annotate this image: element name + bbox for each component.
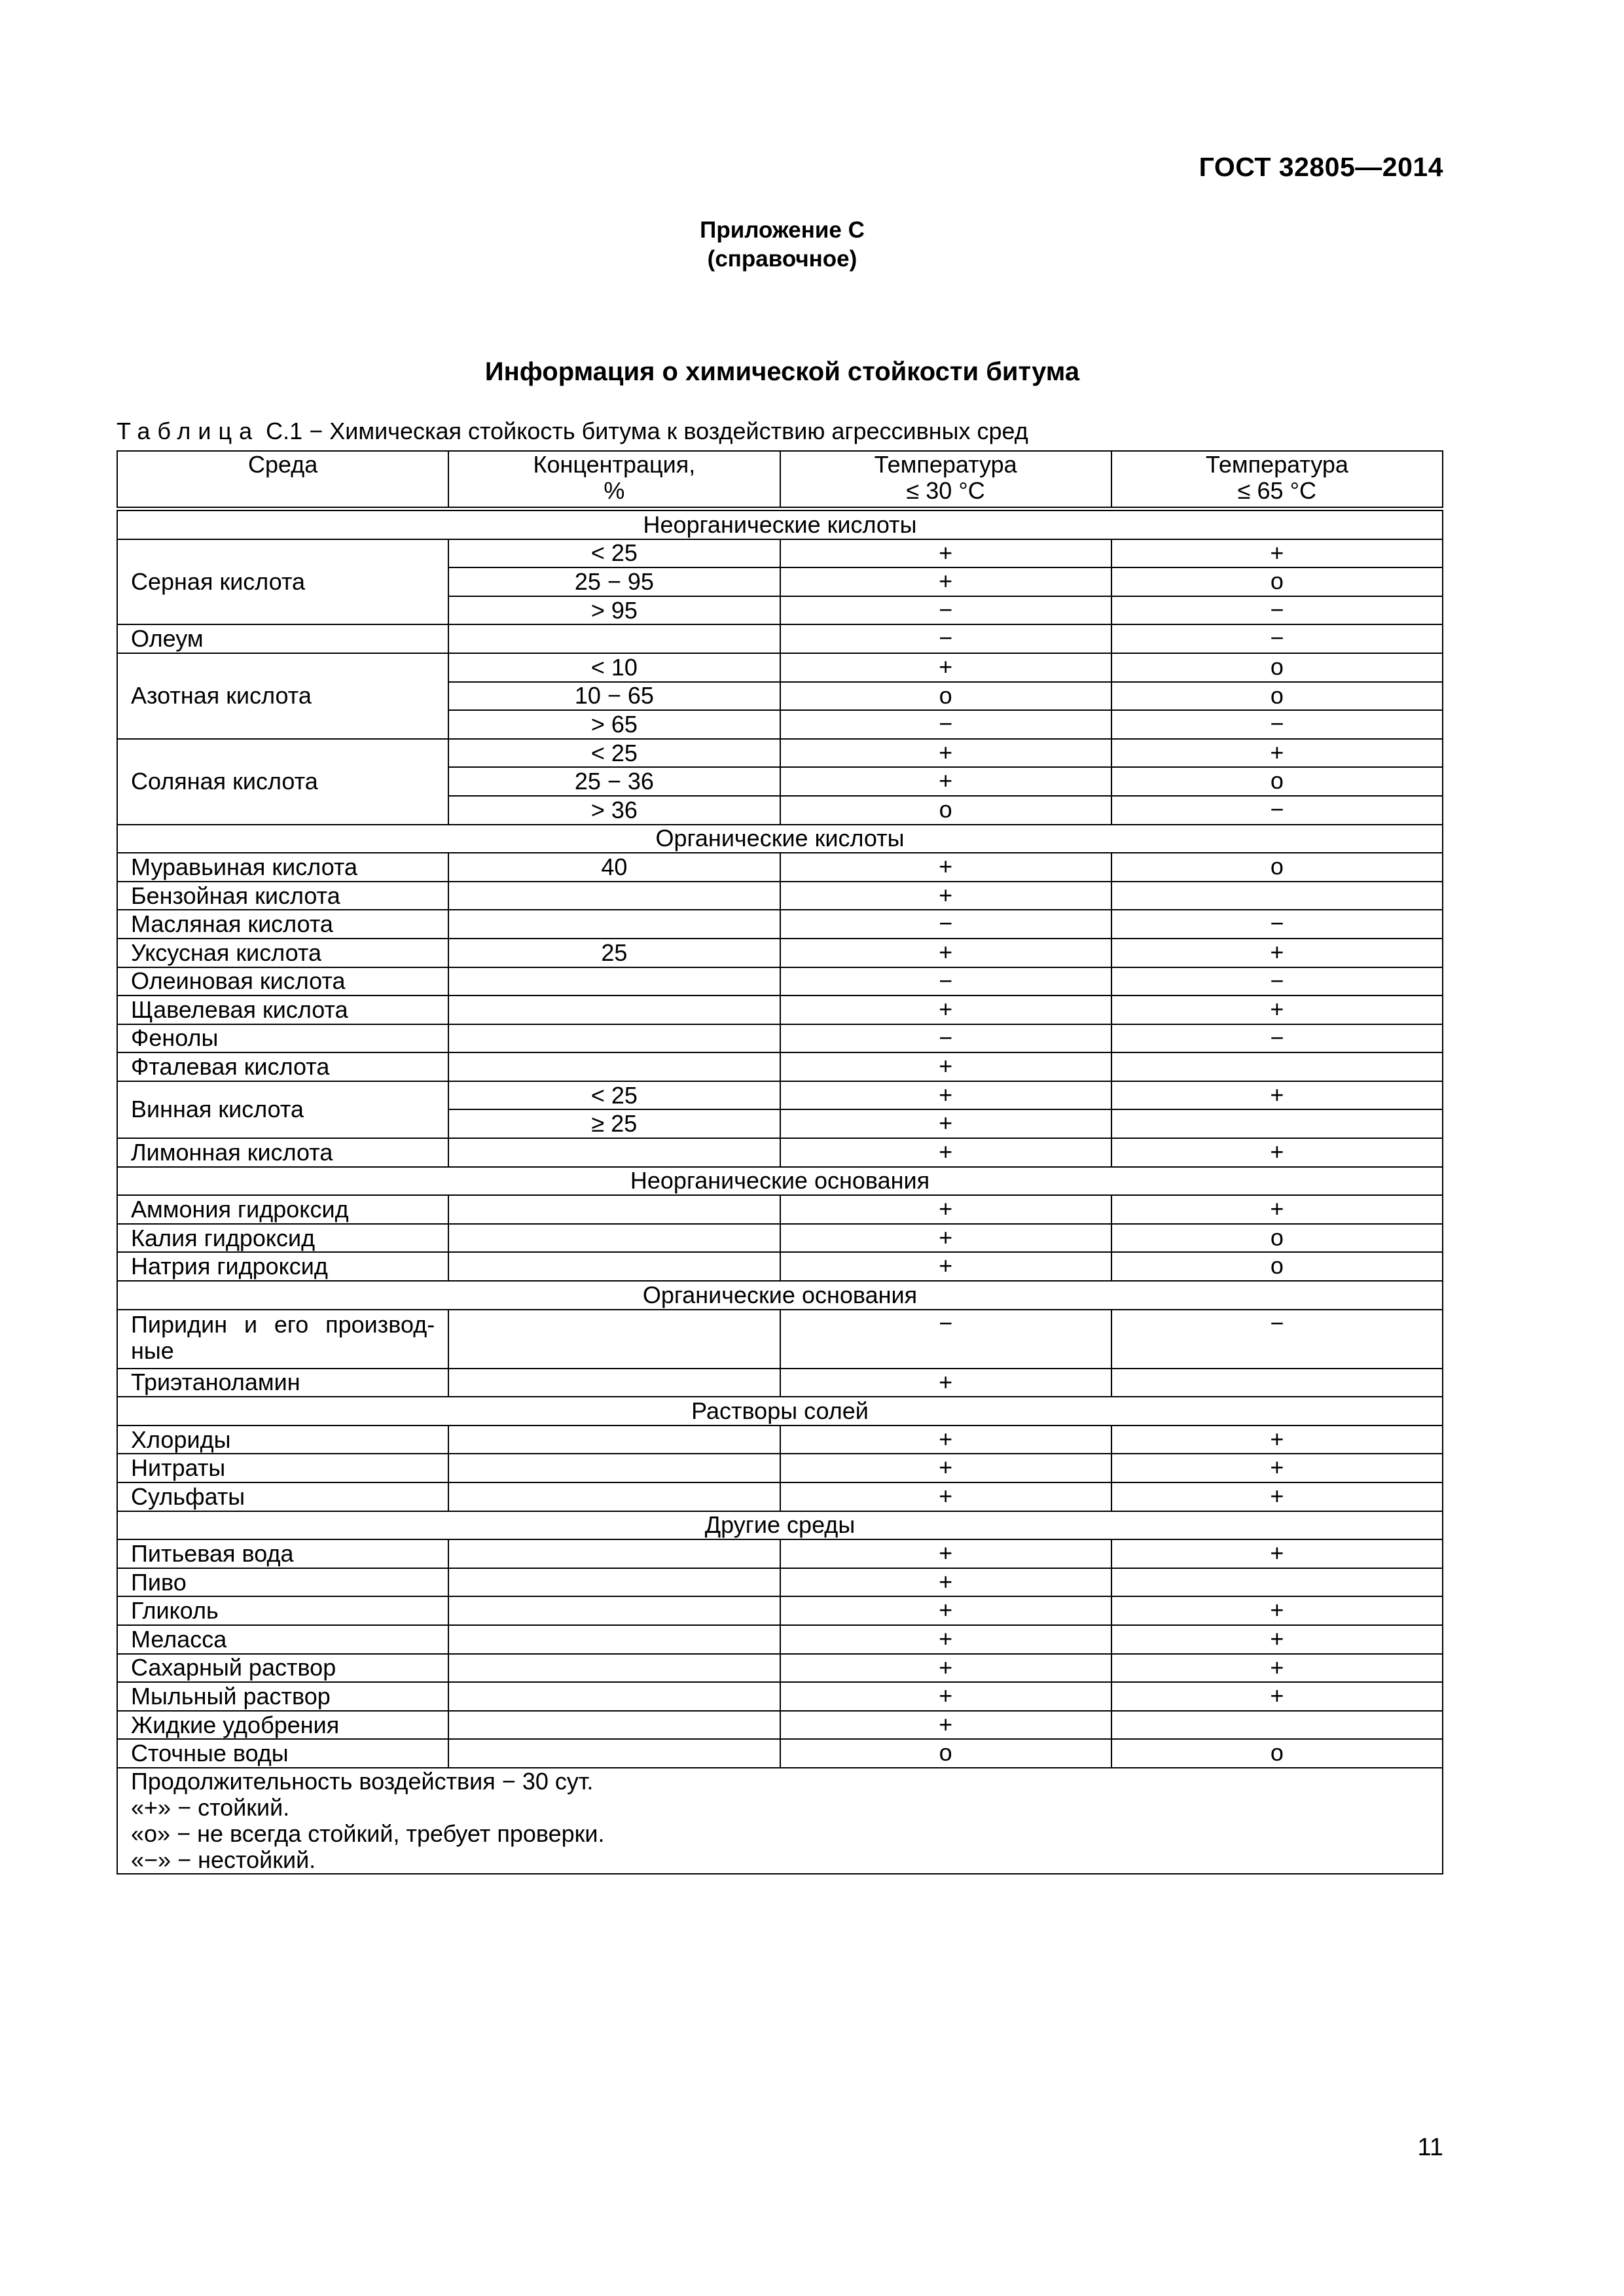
- table-header-row: [117, 451, 1443, 509]
- temp-30-cell: +: [780, 1426, 1111, 1454]
- temp-30-cell: +: [780, 1081, 1111, 1110]
- table-row: [117, 739, 1443, 768]
- concentration-cell: 25 − 36: [448, 767, 780, 796]
- header-concentration: [448, 451, 780, 509]
- temp-65-cell: о: [1111, 653, 1443, 682]
- concentration-cell: [448, 1138, 780, 1167]
- document-title: Информация о химической стойкости битума: [484, 357, 1080, 386]
- concentration-cell: [448, 1596, 780, 1625]
- concentration-cell: [448, 882, 780, 910]
- temp-30-cell: +: [780, 996, 1111, 1024]
- header-temp-30: [780, 451, 1111, 509]
- temp-30-cell: +: [780, 1195, 1111, 1224]
- concentration-cell: [448, 1052, 780, 1081]
- medium-name: Меласса: [117, 1625, 448, 1654]
- concentration-cell: [448, 1654, 780, 1683]
- medium-name: Муравьиная кислота: [117, 853, 448, 882]
- section-row: [117, 1167, 1443, 1196]
- temp-65-cell: о: [1111, 853, 1443, 882]
- concentration-cell: [448, 1482, 780, 1511]
- section-title: Другие среды: [117, 1511, 1443, 1540]
- concentration-cell: [448, 1682, 780, 1711]
- medium-name: Бензойная кислота: [117, 882, 448, 910]
- section-row: [117, 1281, 1443, 1310]
- table-row: [117, 653, 1443, 682]
- temp-30-cell: −: [780, 596, 1111, 625]
- appendix-title: Приложение С: [700, 217, 865, 243]
- concentration-cell: [448, 1195, 780, 1224]
- temp-65-cell: о: [1111, 1739, 1443, 1768]
- table-row: [117, 1596, 1443, 1625]
- header-medium: [117, 451, 448, 509]
- concentration-cell: < 25: [448, 1081, 780, 1110]
- temp-65-cell: о: [1111, 1224, 1443, 1253]
- temp-30-cell: −: [780, 1024, 1111, 1053]
- table-row: [117, 1081, 1443, 1110]
- appendix-subtitle: (справочное): [707, 246, 857, 272]
- temp-65-cell: +: [1111, 1482, 1443, 1511]
- table-row: [117, 1539, 1443, 1568]
- temp-65-cell: [1111, 1369, 1443, 1397]
- table-row: [117, 1682, 1443, 1711]
- temp-30-cell: о: [780, 1739, 1111, 1768]
- temp-30-cell: +: [780, 853, 1111, 882]
- temp-65-cell: −: [1111, 796, 1443, 825]
- temp-30-cell: −: [780, 967, 1111, 996]
- temp-65-cell: +: [1111, 1539, 1443, 1568]
- concentration-cell: [448, 1224, 780, 1253]
- temp-65-cell: [1111, 1711, 1443, 1740]
- table-row: [117, 1369, 1443, 1397]
- temp-65-cell: −: [1111, 1310, 1443, 1369]
- temp-65-cell: о: [1111, 682, 1443, 711]
- table-row: [117, 1711, 1443, 1740]
- temp-30-cell: +: [780, 1482, 1111, 1511]
- temp-30-cell: +: [780, 1224, 1111, 1253]
- table-caption-text: С.1 − Химическая стойкость битума к воздействию агрессивных сред: [266, 418, 1028, 444]
- section-row: [117, 825, 1443, 853]
- concentration-cell: [448, 1252, 780, 1281]
- table-row: [117, 1195, 1443, 1224]
- medium-name: Нитраты: [117, 1454, 448, 1482]
- medium-name: Сульфаты: [117, 1482, 448, 1511]
- page-number: 11: [1417, 2134, 1443, 2161]
- medium-name: Азотная кислота: [117, 653, 448, 739]
- temp-30-cell: +: [780, 767, 1111, 796]
- medium-name: Олеиновая кислота: [117, 967, 448, 996]
- appendix-heading: [0, 216, 1564, 274]
- header-conc-line2: %: [604, 477, 625, 504]
- concentration-cell: 10 − 65: [448, 682, 780, 711]
- header-t30-line1: Температура: [874, 451, 1017, 478]
- medium-name: [117, 1310, 448, 1369]
- table-body: [117, 509, 1443, 1768]
- temp-30-cell: +: [780, 1711, 1111, 1740]
- section-row: [117, 1397, 1443, 1426]
- chemical-resistance-table: [117, 450, 1443, 1874]
- table-row: [117, 1625, 1443, 1654]
- medium-name: Соляная кислота: [117, 739, 448, 825]
- notes-row: [117, 1768, 1443, 1874]
- table-row: [117, 1482, 1443, 1511]
- table-row: [117, 1138, 1443, 1167]
- temp-65-cell: +: [1111, 1625, 1443, 1654]
- table-row: [117, 1310, 1443, 1369]
- temp-65-cell: −: [1111, 710, 1443, 739]
- medium-name: Серная кислота: [117, 539, 448, 625]
- concentration-cell: [448, 996, 780, 1024]
- table-row: [117, 967, 1443, 996]
- medium-name: Сточные воды: [117, 1739, 448, 1768]
- table-row: [117, 1224, 1443, 1253]
- temp-65-cell: +: [1111, 1682, 1443, 1711]
- concentration-cell: 25: [448, 939, 780, 967]
- temp-65-cell: о: [1111, 1252, 1443, 1281]
- concentration-cell: [448, 624, 780, 653]
- note-line: Продолжительность воздействия − 30 сут.: [131, 1767, 594, 1795]
- table-row: [117, 1454, 1443, 1482]
- temp-30-cell: о: [780, 796, 1111, 825]
- concentration-cell: [448, 1568, 780, 1597]
- temp-30-cell: +: [780, 1109, 1111, 1138]
- medium-name: Мыльный раствор: [117, 1682, 448, 1711]
- table-row: [117, 1654, 1443, 1683]
- header-temp-65: [1111, 451, 1443, 509]
- medium-name: Натрия гидроксид: [117, 1252, 448, 1281]
- standard-code: ГОСТ 32805—2014: [1199, 152, 1443, 182]
- concentration-cell: [448, 967, 780, 996]
- medium-name-line: Пиридин и его производ-: [131, 1310, 435, 1338]
- temp-30-cell: +: [780, 1052, 1111, 1081]
- concentration-cell: > 95: [448, 596, 780, 625]
- temp-30-cell: +: [780, 882, 1111, 910]
- concentration-cell: ≥ 25: [448, 1109, 780, 1138]
- temp-30-cell: +: [780, 1596, 1111, 1625]
- temp-65-cell: +: [1111, 1081, 1443, 1110]
- concentration-cell: [448, 1539, 780, 1568]
- table-notes: [117, 1768, 1443, 1874]
- temp-65-cell: [1111, 1109, 1443, 1138]
- table-row: [117, 1024, 1443, 1053]
- table-row: [117, 539, 1443, 568]
- temp-65-cell: [1111, 1568, 1443, 1597]
- temp-65-cell: +: [1111, 739, 1443, 768]
- header-t65-line2: ≤ 65 °С: [1237, 477, 1316, 504]
- medium-name: Питьевая вода: [117, 1539, 448, 1568]
- temp-65-cell: о: [1111, 567, 1443, 596]
- concentration-cell: [448, 1711, 780, 1740]
- concentration-cell: < 25: [448, 739, 780, 768]
- table-caption-prefix: Таблица: [117, 418, 260, 444]
- temp-30-cell: +: [780, 1252, 1111, 1281]
- section-title: Органические кислоты: [117, 825, 1443, 853]
- temp-65-cell: +: [1111, 996, 1443, 1024]
- medium-name-line: ные: [131, 1336, 174, 1364]
- table-row: [117, 1052, 1443, 1081]
- temp-65-cell: +: [1111, 1454, 1443, 1482]
- concentration-cell: [448, 1426, 780, 1454]
- concentration-cell: 40: [448, 853, 780, 882]
- concentration-cell: [448, 1454, 780, 1482]
- temp-30-cell: +: [780, 1654, 1111, 1683]
- medium-name: Сахарный раствор: [117, 1654, 448, 1683]
- table-row: [117, 1739, 1443, 1768]
- header-conc-line1: Концентрация,: [533, 451, 696, 478]
- temp-30-cell: +: [780, 939, 1111, 967]
- concentration-cell: [448, 1310, 780, 1369]
- note-line: «+» − стойкий.: [131, 1793, 290, 1821]
- temp-30-cell: +: [780, 1568, 1111, 1597]
- concentration-cell: [448, 910, 780, 939]
- medium-name: Жидкие удобрения: [117, 1711, 448, 1740]
- section-title: Органические основания: [117, 1281, 1443, 1310]
- temp-65-cell: [1111, 1052, 1443, 1081]
- temp-65-cell: о: [1111, 767, 1443, 796]
- section-title: Неорганические кислоты: [117, 509, 1443, 539]
- concentration-cell: < 10: [448, 653, 780, 682]
- temp-65-cell: +: [1111, 1195, 1443, 1224]
- concentration-cell: > 36: [448, 796, 780, 825]
- concentration-cell: > 65: [448, 710, 780, 739]
- medium-name: Винная кислота: [117, 1081, 448, 1138]
- concentration-cell: [448, 1739, 780, 1768]
- medium-name: Триэтаноламин: [117, 1369, 448, 1397]
- medium-name: Пиво: [117, 1568, 448, 1597]
- temp-30-cell: −: [780, 710, 1111, 739]
- temp-65-cell: −: [1111, 624, 1443, 653]
- temp-30-cell: +: [780, 539, 1111, 568]
- header-medium-label: Среда: [247, 451, 318, 478]
- table-row: [117, 1252, 1443, 1281]
- concentration-cell: < 25: [448, 539, 780, 568]
- table-row: [117, 910, 1443, 939]
- temp-65-cell: +: [1111, 539, 1443, 568]
- note-line: «−» − нестойкий.: [131, 1846, 316, 1873]
- temp-30-cell: +: [780, 1682, 1111, 1711]
- temp-65-cell: +: [1111, 939, 1443, 967]
- table-caption: [117, 418, 1028, 445]
- concentration-cell: [448, 1369, 780, 1397]
- temp-30-cell: +: [780, 739, 1111, 768]
- note-line: «о» − не всегда стойкий, требует проверки.: [131, 1820, 605, 1847]
- section-title: Растворы солей: [117, 1397, 1443, 1426]
- medium-name: Олеум: [117, 624, 448, 653]
- temp-65-cell: [1111, 882, 1443, 910]
- header-t65-line1: Температура: [1205, 451, 1348, 478]
- medium-name: Фталевая кислота: [117, 1052, 448, 1081]
- temp-65-cell: +: [1111, 1426, 1443, 1454]
- medium-name: Щавелевая кислота: [117, 996, 448, 1024]
- concentration-cell: [448, 1024, 780, 1053]
- table-row: [117, 1568, 1443, 1597]
- medium-name: Лимонная кислота: [117, 1138, 448, 1167]
- temp-65-cell: −: [1111, 967, 1443, 996]
- temp-30-cell: −: [780, 1310, 1111, 1369]
- temp-65-cell: +: [1111, 1596, 1443, 1625]
- concentration-cell: [448, 1625, 780, 1654]
- temp-30-cell: +: [780, 1138, 1111, 1167]
- temp-30-cell: −: [780, 910, 1111, 939]
- section-title: Неорганические основания: [117, 1167, 1443, 1196]
- medium-name: Калия гидроксид: [117, 1224, 448, 1253]
- medium-name: Фенолы: [117, 1024, 448, 1053]
- header-t30-line2: ≤ 30 °С: [906, 477, 985, 504]
- table-row: [117, 939, 1443, 967]
- temp-65-cell: −: [1111, 1024, 1443, 1053]
- table-row: [117, 624, 1443, 653]
- temp-30-cell: +: [780, 567, 1111, 596]
- temp-30-cell: +: [780, 1454, 1111, 1482]
- section-row: [117, 1511, 1443, 1540]
- section-row: [117, 509, 1443, 539]
- medium-name: Масляная кислота: [117, 910, 448, 939]
- temp-65-cell: +: [1111, 1138, 1443, 1167]
- temp-65-cell: −: [1111, 596, 1443, 625]
- table-row: [117, 882, 1443, 910]
- temp-30-cell: −: [780, 624, 1111, 653]
- medium-name: Хлориды: [117, 1426, 448, 1454]
- temp-65-cell: −: [1111, 910, 1443, 939]
- concentration-cell: 25 − 95: [448, 567, 780, 596]
- medium-name: Аммония гидроксид: [117, 1195, 448, 1224]
- medium-name: Гликоль: [117, 1596, 448, 1625]
- medium-name: Уксусная кислота: [117, 939, 448, 967]
- temp-30-cell: о: [780, 682, 1111, 711]
- table-row: [117, 853, 1443, 882]
- temp-65-cell: +: [1111, 1654, 1443, 1683]
- temp-30-cell: +: [780, 1539, 1111, 1568]
- table-row: [117, 996, 1443, 1024]
- temp-30-cell: +: [780, 653, 1111, 682]
- temp-30-cell: +: [780, 1369, 1111, 1397]
- temp-30-cell: +: [780, 1625, 1111, 1654]
- table-row: [117, 1426, 1443, 1454]
